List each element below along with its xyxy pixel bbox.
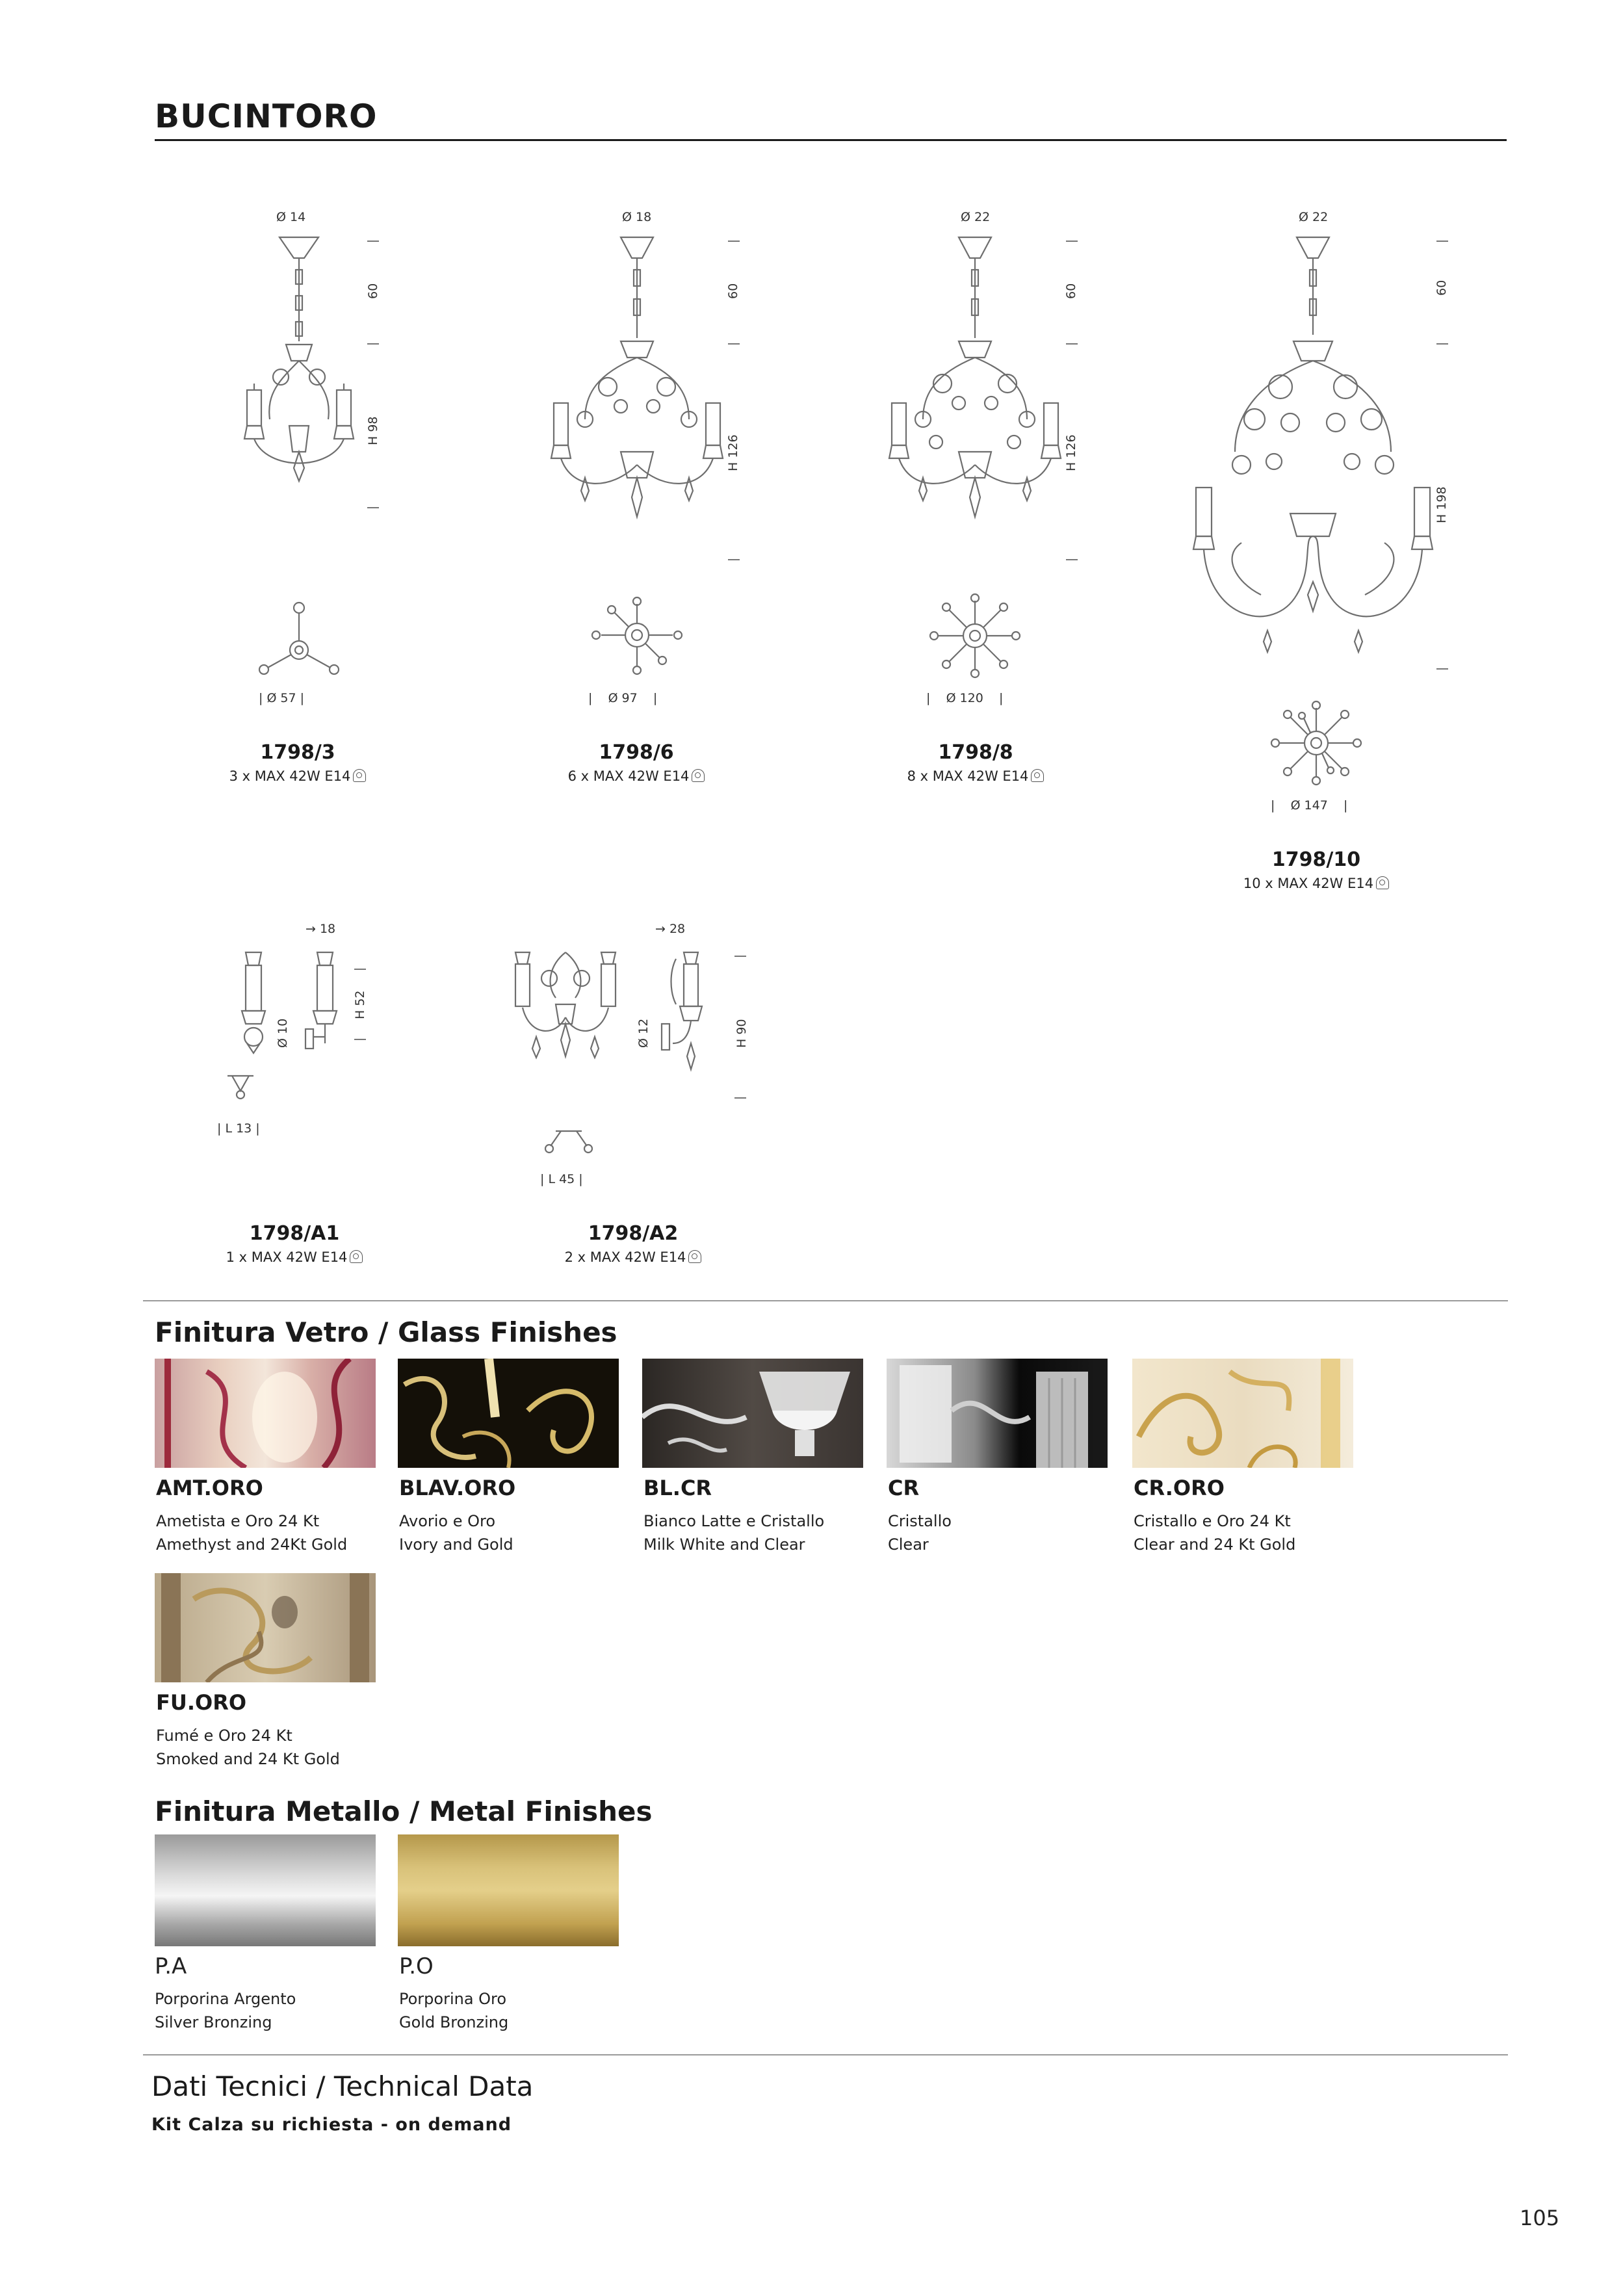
model-spec: 1 x MAX 42W E14	[171, 1249, 418, 1265]
height-label: H 90	[734, 1019, 749, 1048]
top-diameter-label: Ø 18	[622, 210, 652, 224]
finish-description: Cristallo e Oro 24 Kt Clear and 24 Kt Gold	[1134, 1512, 1296, 1554]
glass-texture	[155, 1573, 376, 1682]
glass-texture	[398, 1359, 619, 1468]
finish-code: BL.CR	[643, 1476, 712, 1500]
dim-tick	[1066, 343, 1078, 345]
dim-tick	[354, 969, 366, 970]
finish-code: AMT.ORO	[156, 1476, 263, 1500]
finish-description: Bianco Latte e Cristallo Milk White and Clear	[643, 1512, 825, 1554]
finish-description: Fumé e Oro 24 Kt Smoked and 24 Kt Gold	[156, 1727, 340, 1768]
model-code: 1798/8	[938, 741, 1013, 764]
glass-texture	[887, 1359, 1108, 1468]
model-spec: 2 x MAX 42W E14	[510, 1249, 757, 1265]
top-diameter-label: Ø 14	[276, 210, 306, 224]
dim-tick	[728, 343, 740, 345]
swatch-cr-oro	[1132, 1359, 1353, 1468]
swatch-gold-bronzing	[398, 1834, 619, 1946]
base-plan-drawing	[926, 592, 1024, 689]
finish-code: CR.ORO	[1134, 1476, 1225, 1500]
model-code: 1798/3	[260, 741, 335, 764]
top-diameter-label: Ø 22	[961, 210, 991, 224]
finish-description: Ametista e Oro 24 Kt Amethyst and 24Kt Gold	[156, 1512, 348, 1554]
dim-tick	[354, 1039, 366, 1040]
metal-finishes-heading: Finitura Metallo / Metal Finishes	[155, 1795, 653, 1827]
bulb-icon	[1031, 769, 1044, 782]
model-spec: 10 x MAX 42W E14	[1193, 876, 1440, 891]
wall-plan-drawing	[224, 1073, 257, 1102]
base-plan-drawing	[1267, 699, 1365, 796]
wall-front-drawing	[510, 946, 621, 1089]
chain-length-label: 60	[726, 283, 740, 299]
base-diameter-label: | Ø 97 |	[588, 691, 658, 705]
chain-length-label: 60	[1435, 280, 1449, 296]
glass-finishes-heading: Finitura Vetro / Glass Finishes	[155, 1316, 617, 1348]
dim-tick	[734, 1097, 746, 1099]
finish-code: BLAV.ORO	[399, 1476, 516, 1500]
height-label: H 98	[366, 416, 380, 445]
dim-tick	[734, 956, 746, 957]
length-label: | L 45 |	[540, 1172, 583, 1186]
chain-length-label: 60	[1064, 283, 1078, 299]
section-divider	[143, 1300, 1508, 1301]
title-rule	[155, 139, 1507, 141]
length-label: | L 13 |	[217, 1121, 260, 1136]
model-code: 1798/10	[1271, 848, 1361, 871]
base-diameter-label: | Ø 147 |	[1271, 798, 1348, 813]
finish-description: Porporina Oro Gold Bronzing	[399, 1990, 509, 2031]
height-label: H 126	[726, 434, 740, 471]
base-plan-drawing	[253, 595, 344, 679]
glass-texture	[642, 1359, 863, 1468]
dim-tick	[367, 241, 379, 242]
swatch-fu-oro	[155, 1573, 376, 1682]
dim-tick	[1436, 343, 1448, 345]
glass-texture	[155, 1359, 376, 1468]
depth-label: → 28	[655, 922, 686, 936]
swatch-silver-bronzing	[155, 1834, 376, 1946]
dim-tick	[1436, 241, 1448, 242]
height-label: H 198	[1435, 486, 1449, 523]
chain-length-label: 60	[366, 283, 380, 299]
dim-tick	[728, 241, 740, 242]
dim-tick	[1066, 559, 1078, 560]
chandelier-drawing	[884, 231, 1066, 569]
section-divider	[143, 2054, 1508, 2055]
technical-note: Kit Calza su richiesta - on demand	[151, 2115, 512, 2135]
chandelier-drawing	[234, 231, 364, 517]
model-code: 1798/A2	[588, 1222, 679, 1245]
swatch-bl-cr	[642, 1359, 863, 1468]
chandelier-drawing	[546, 231, 728, 569]
finish-description: Avorio e Oro Ivory and Gold	[399, 1512, 513, 1554]
width-label: Ø 10	[276, 1018, 290, 1048]
bulb-icon	[350, 1250, 363, 1263]
finish-description: Cristallo Clear	[888, 1512, 952, 1554]
width-label: Ø 12	[636, 1018, 651, 1048]
dim-tick	[728, 559, 740, 560]
chandelier-drawing	[1183, 231, 1443, 686]
finish-code: P.A	[155, 1953, 187, 1979]
height-label: H 52	[353, 990, 367, 1019]
finish-code: FU.ORO	[156, 1690, 247, 1715]
model-spec: 3 x MAX 42W E14	[174, 768, 421, 784]
base-diameter-label: | Ø 120 |	[926, 691, 1004, 705]
bulb-icon	[1376, 876, 1389, 889]
base-plan-drawing	[588, 595, 686, 692]
wall-side-drawing	[656, 946, 708, 1089]
dim-tick	[1436, 668, 1448, 670]
model-code: 1798/A1	[249, 1222, 340, 1245]
swatch-blav-oro	[398, 1359, 619, 1468]
height-label: H 126	[1064, 434, 1078, 471]
bulb-icon	[353, 769, 366, 782]
base-diameter-label: | Ø 57 |	[259, 691, 305, 705]
bulb-icon	[692, 769, 705, 782]
glass-texture	[1132, 1359, 1353, 1468]
page-title: BUCINTORO	[155, 98, 378, 135]
technical-data-heading: Dati Tecnici / Technical Data	[151, 2070, 534, 2102]
model-code: 1798/6	[599, 741, 674, 764]
dim-tick	[367, 507, 379, 508]
dim-tick	[1066, 241, 1078, 242]
finish-description: Porporina Argento Silver Bronzing	[155, 1990, 296, 2031]
model-spec: 6 x MAX 42W E14	[513, 768, 760, 784]
bulb-icon	[688, 1250, 701, 1263]
model-spec: 8 x MAX 42W E14	[852, 768, 1099, 784]
finish-code: P.O	[399, 1953, 434, 1979]
swatch-cr	[887, 1359, 1108, 1468]
depth-label: → 18	[305, 922, 336, 936]
swatch-amt-oro	[155, 1359, 376, 1468]
wall-side-drawing	[299, 946, 351, 1056]
page-number: 105	[1520, 2206, 1560, 2230]
dim-tick	[367, 343, 379, 345]
wall-plan-drawing	[543, 1128, 595, 1160]
finish-code: CR	[888, 1476, 920, 1500]
top-diameter-label: Ø 22	[1299, 210, 1329, 224]
